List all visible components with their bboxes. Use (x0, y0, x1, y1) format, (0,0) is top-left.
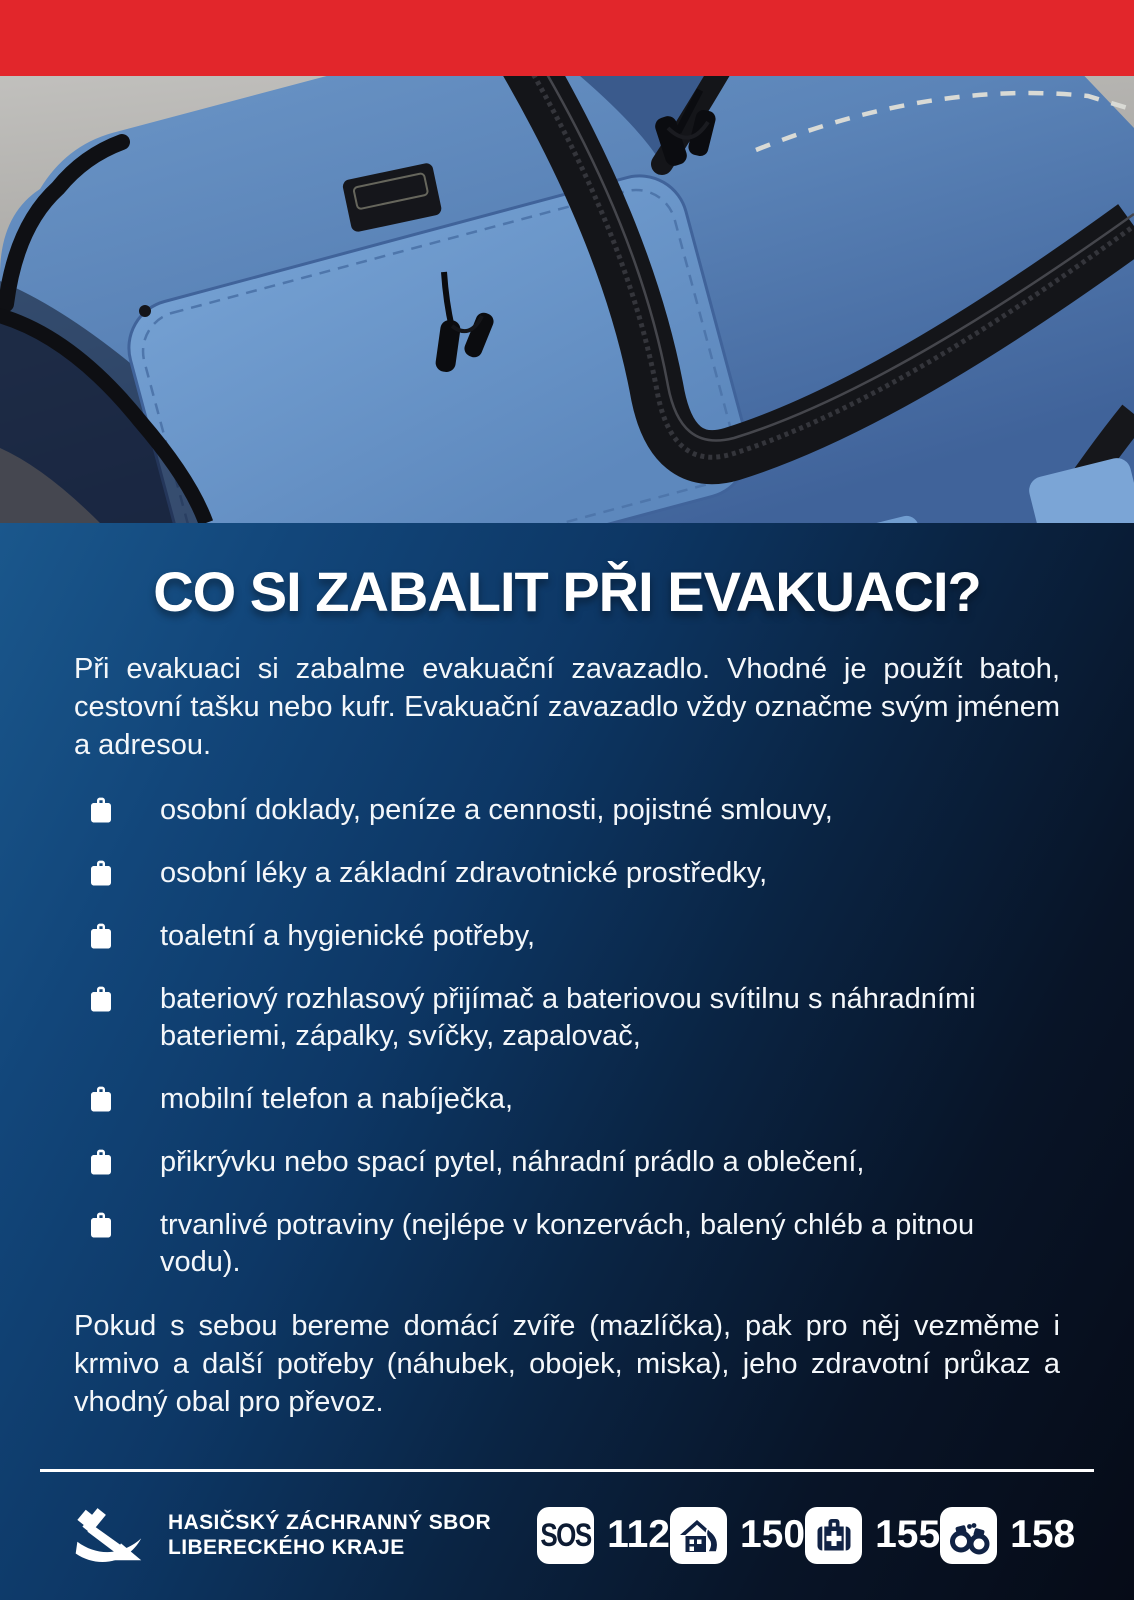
handcuffs-icon (940, 1507, 997, 1564)
list-item (74, 1207, 1060, 1281)
list-item-text: osobní léky a základní zdravotnické prostředky, (160, 857, 768, 889)
main-content (0, 523, 1134, 1600)
list-item-text: mobilní telefon a nabíječka, (160, 1083, 514, 1115)
emergency-150 (670, 1507, 805, 1564)
briefcase-icon (86, 1147, 116, 1177)
list-item (74, 1144, 1060, 1181)
first-aid-icon (805, 1507, 862, 1564)
list-item (74, 1081, 1060, 1118)
emergency-number: 112 (607, 1513, 670, 1556)
organization-name-line1: HASIČSKÝ ZÁCHRANNÝ SBOR (168, 1511, 492, 1534)
briefcase-icon (86, 984, 116, 1014)
emergency-112 (537, 1507, 670, 1564)
list-item (74, 855, 1060, 892)
evacuation-checklist (74, 792, 1060, 1307)
fire-house-icon (670, 1507, 727, 1564)
list-item-text: toaletní a hygienické potřeby, (160, 920, 536, 952)
footer-divider (40, 1469, 1094, 1472)
fire-rescue-logo-icon (74, 1502, 158, 1568)
sos-label: SOS (540, 1515, 591, 1554)
list-item-text: přikrývku nebo spací pytel, náhradní prádlo a oblečení, (160, 1146, 865, 1178)
list-item-text: trvanlivé potraviny (nejlépe v konzervách, balený chléb a pitnou vodu). (160, 1209, 975, 1278)
list-item-text: bateriový rozhlasový přijímač a bateriovou svítilnu s náhradními bateriemi, zápalky, svíčky, zapalovač, (160, 983, 976, 1052)
emergency-numbers (537, 1507, 1075, 1564)
briefcase-icon (86, 1210, 116, 1240)
emergency-number: 155 (875, 1513, 941, 1556)
briefcase-icon (86, 795, 116, 825)
top-red-bar (0, 0, 1134, 76)
organization-logo-block (74, 1502, 491, 1568)
suitcase-photo (0, 76, 1134, 523)
organization-name (168, 1510, 491, 1560)
briefcase-icon (86, 1084, 116, 1114)
intro-paragraph: Při evakuaci si zabalme evakuační zavazadlo. Vhodné je použít batoh, cestovní tašku nebo kufr. Evakuační zavazadlo vždy označme svým jménem a adresou. (74, 653, 1060, 761)
pets-paragraph: Pokud s sebou bereme domácí zvíře (mazlíčka), pak pro něj vezměme i krmivo a další potřeby (náhubek, obojek, miska), jeho zdravotní průkaz a vhodný obal pro převoz. (74, 1310, 1060, 1418)
emergency-number: 158 (1010, 1513, 1076, 1556)
emergency-155 (805, 1507, 940, 1564)
emergency-158 (940, 1507, 1075, 1564)
list-item (74, 918, 1060, 955)
list-item (74, 981, 1060, 1055)
page-title: CO SI ZABALIT PŘI EVAKUACI? (153, 560, 981, 623)
briefcase-icon (86, 921, 116, 951)
suitcase-photo-illustration (0, 76, 1134, 523)
emergency-number: 150 (739, 1513, 806, 1556)
briefcase-icon (86, 858, 116, 888)
list-item (74, 792, 1060, 829)
organization-name-line2: LIBERECKÉHO KRAJE (168, 1536, 405, 1559)
footer (74, 1469, 1076, 1600)
sos-badge (537, 1507, 594, 1564)
list-item-text: osobní doklady, peníze a cennosti, pojistné smlouvy, (160, 794, 833, 826)
